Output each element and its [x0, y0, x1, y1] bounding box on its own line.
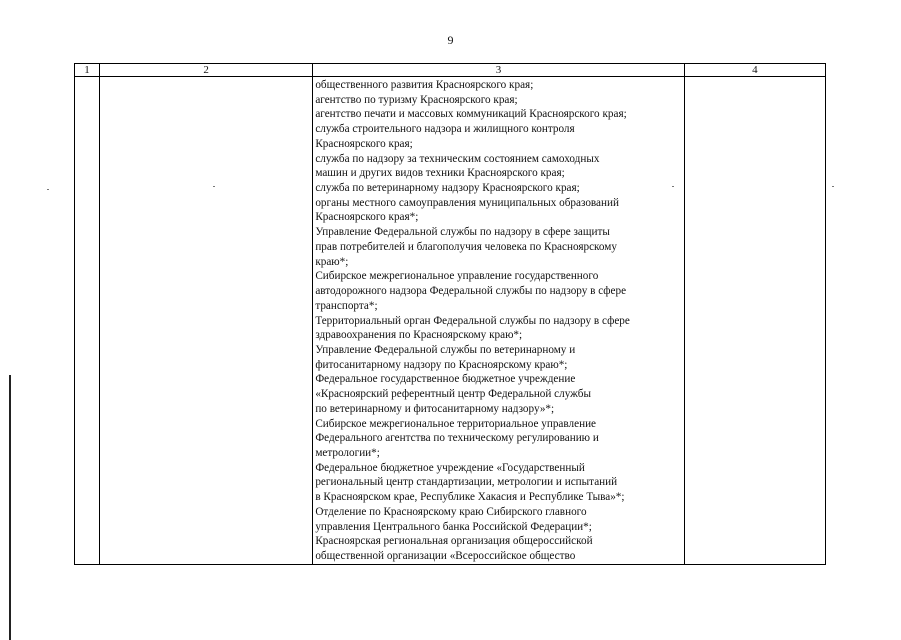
- table-row: [75, 77, 826, 565]
- list-item: Федеральное бюджетное учреждение «Государственный: [315, 461, 585, 474]
- list-item: метрологии*;: [315, 446, 380, 459]
- list-item: в Красноярском крае, Республике Хакасия и Республике Тыва»*;: [315, 491, 625, 504]
- list-item: Управление Федеральной службы по ветеринарному и: [315, 343, 576, 356]
- list-item: по ветеринарному и фитосанитарному надзору»*;: [315, 402, 555, 415]
- document-table: [74, 63, 826, 565]
- list-item: Красноярского края;: [315, 137, 413, 150]
- list-item: Красноярского края*;: [315, 211, 419, 224]
- list-item: Федеральное государственное бюджетное учреждение: [315, 373, 576, 386]
- cell-column-1: [75, 77, 100, 565]
- list-item: агентство печати и массовых коммуникаций Красноярского края;: [315, 108, 627, 121]
- list-item: Красноярская региональная организация общероссийской: [315, 535, 593, 548]
- list-item: служба по ветеринарному надзору Красноярского края;: [315, 182, 580, 195]
- list-item: служба строительного надзора и жилищного контроля: [315, 123, 575, 136]
- list-item: Федерального агентства по техническому регулированию и: [315, 432, 599, 445]
- list-item: прав потребителей и благополучия человека по Красноярскому: [315, 240, 617, 253]
- list-item: Территориальный орган Федеральной службы по надзору в сфере: [315, 314, 630, 327]
- list-item: автодорожного надзора Федеральной службы по надзору в сфере: [315, 285, 627, 298]
- list-item: краю*;: [315, 255, 349, 268]
- column-header-1: 1: [75, 64, 100, 77]
- list-item: фитосанитарному надзору по Красноярскому краю*;: [315, 358, 568, 371]
- list-item: «Красноярский референтный центр Федеральной службы: [315, 388, 591, 401]
- list-item: региональный центр стандартизации, метрологии и испытаний: [315, 476, 618, 489]
- list-item: служба по надзору за техническим состоянием самоходных: [315, 152, 600, 165]
- list-item: Отделение по Красноярскому краю Сибирского главного: [315, 505, 587, 518]
- scan-speck: [47, 189, 49, 190]
- list-item: Сибирское межрегиональное управление государственного: [315, 270, 599, 283]
- column-header-3: 3: [313, 64, 684, 77]
- list-item: Управление Федеральной службы по надзору в сфере защиты: [315, 226, 610, 239]
- list-item: агентство по туризму Красноярского края;: [315, 93, 518, 106]
- binding-margin-line: [9, 375, 11, 640]
- list-item: транспорта*;: [315, 299, 378, 312]
- cell-column-2: [100, 77, 313, 565]
- cell-column-4: [684, 77, 825, 565]
- scan-speck: [832, 186, 834, 187]
- list-item: общественного развития Красноярского края;: [315, 79, 534, 91]
- column-header-4: 4: [684, 64, 825, 77]
- list-item: общественной организации «Всероссийское общество: [315, 550, 576, 562]
- column-header-2: 2: [100, 64, 313, 77]
- organization-list: [313, 77, 683, 564]
- scan-speck: [213, 186, 215, 187]
- header-row: [75, 64, 826, 77]
- list-item: машин и других видов техники Красноярского края;: [315, 167, 565, 180]
- cell-column-3: [313, 77, 684, 565]
- list-item: органы местного самоуправления муниципальных образований: [315, 196, 619, 209]
- list-item: управления Центрального банка Российской Федерации*;: [315, 520, 592, 533]
- page-number: 9: [447, 33, 454, 47]
- list-item: здравоохранения по Красноярскому краю*;: [315, 329, 523, 342]
- list-item: Сибирское межрегиональное территориальное управление: [315, 417, 597, 430]
- scan-speck: [672, 186, 674, 187]
